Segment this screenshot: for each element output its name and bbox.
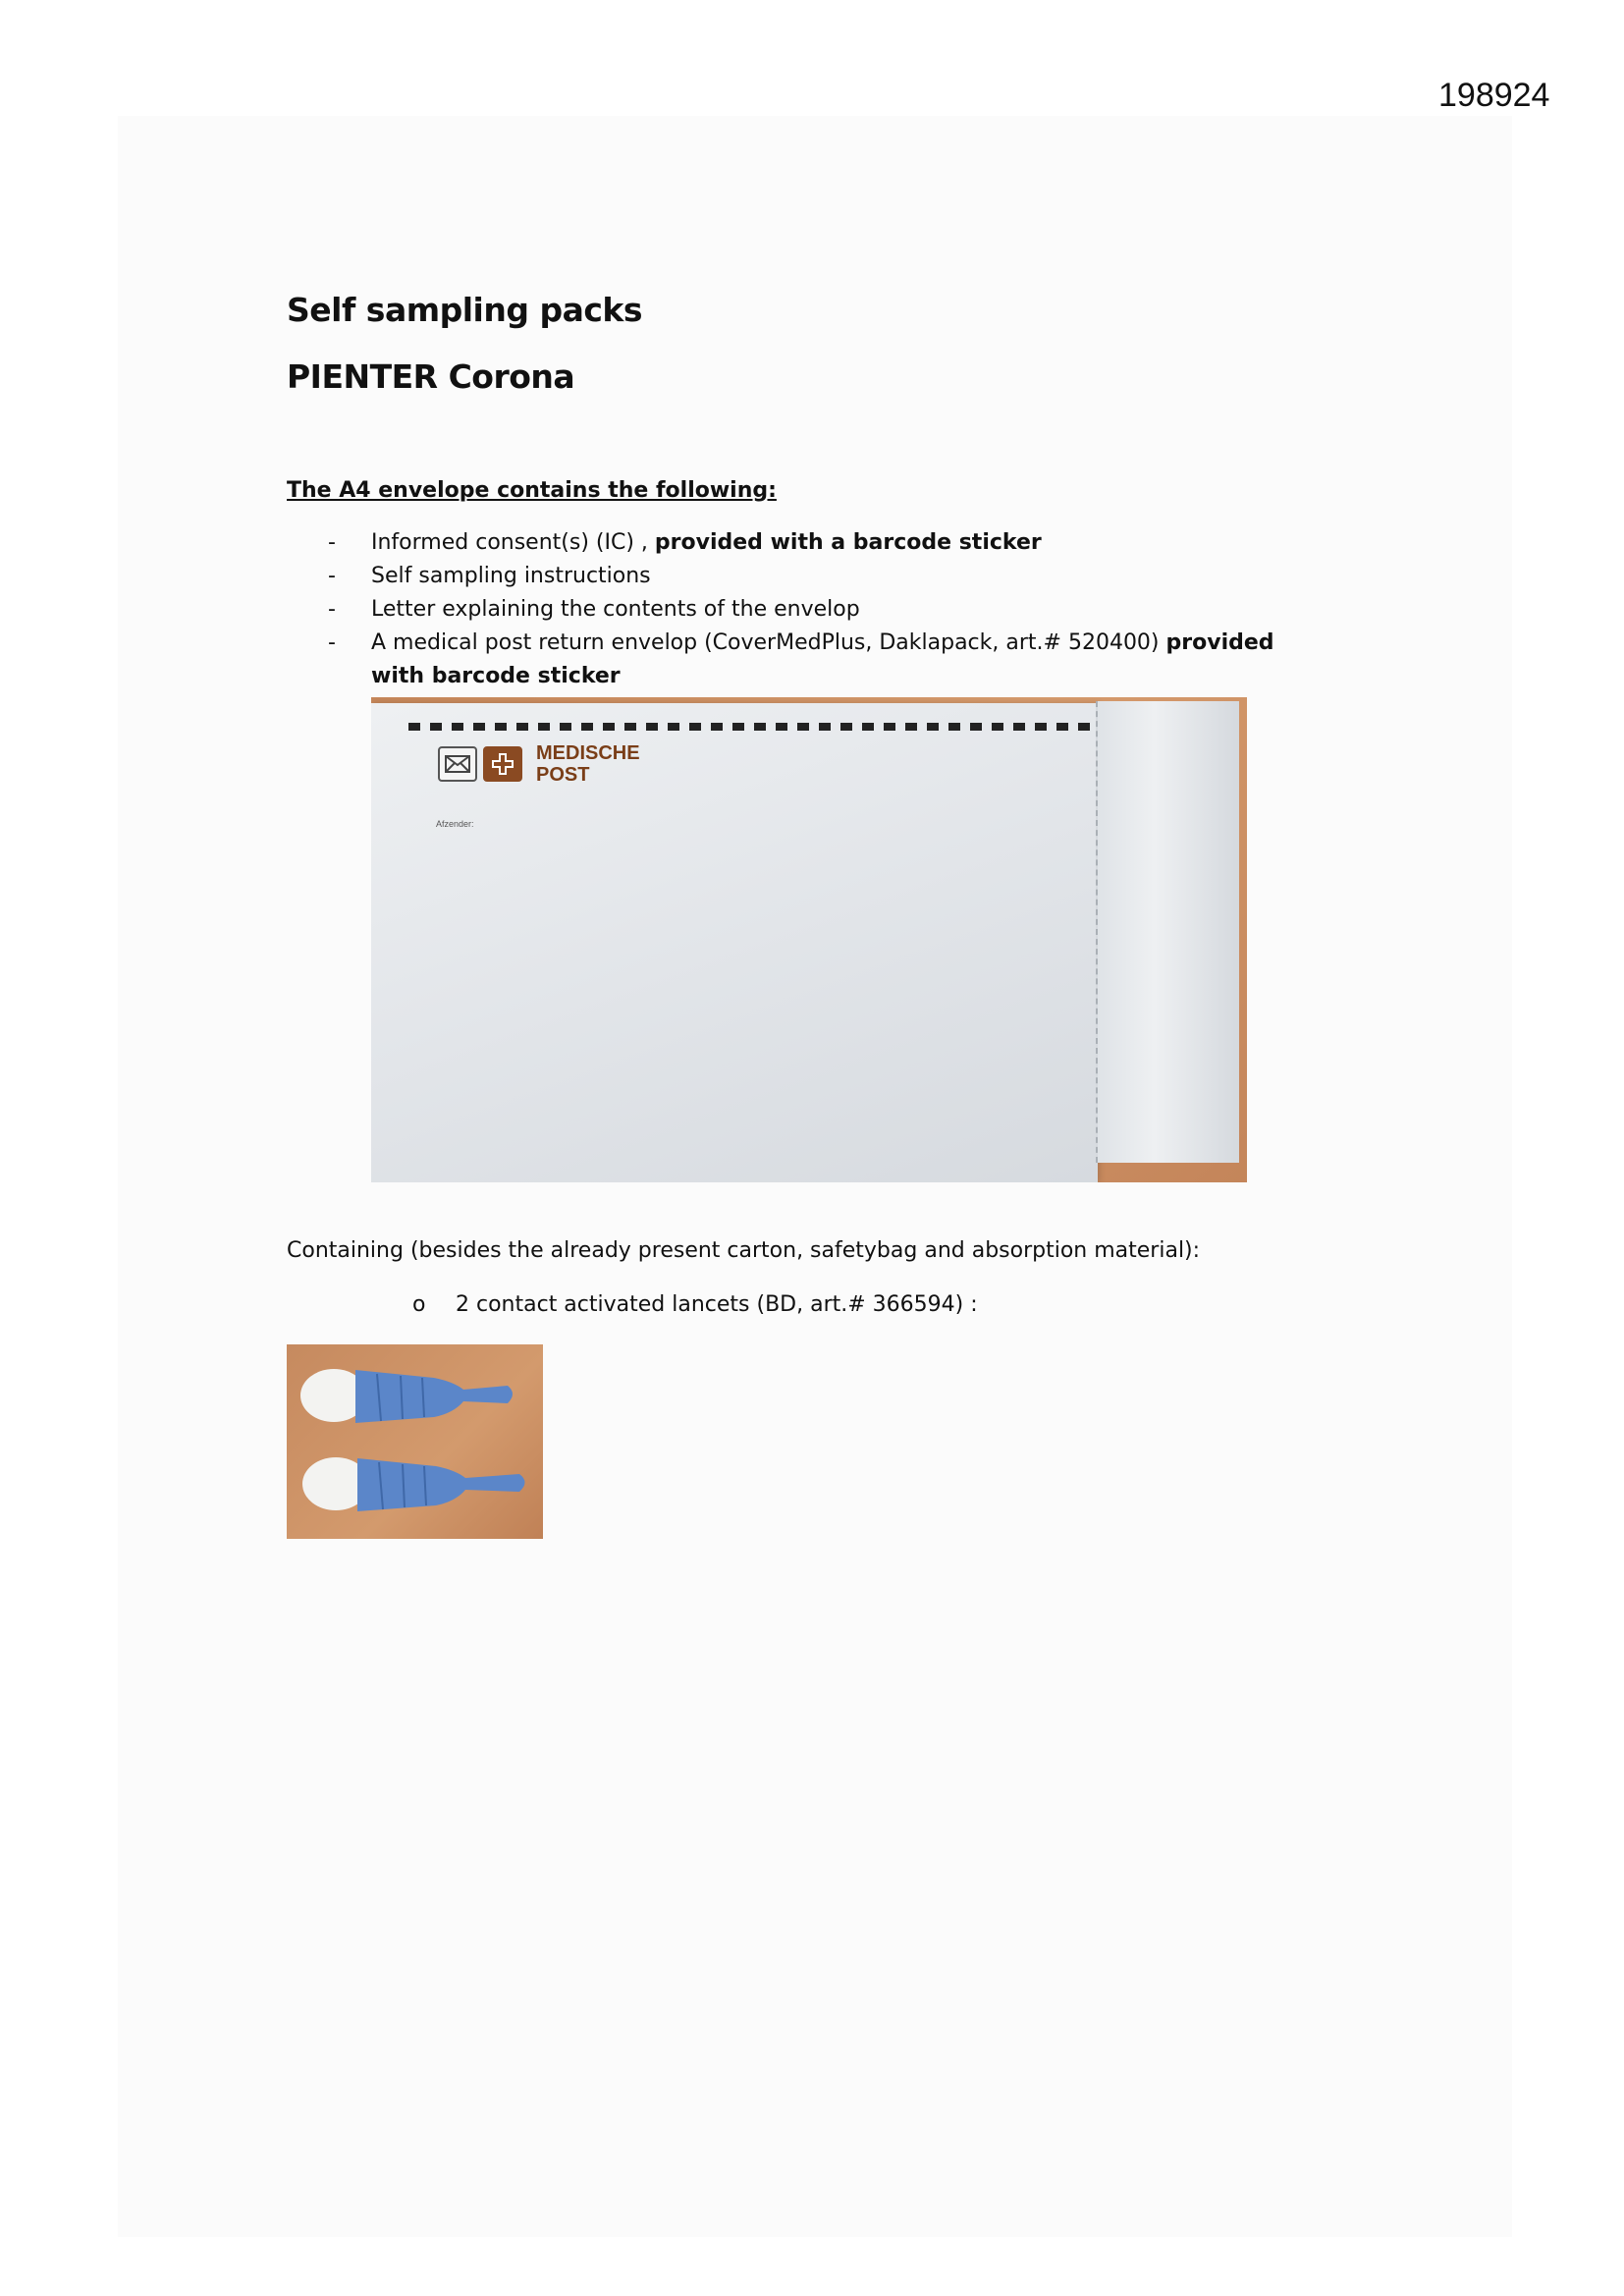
lancet-1 xyxy=(300,1369,513,1423)
list-dash: - xyxy=(328,530,336,555)
list-item-text: Informed consent(s) (IC) , xyxy=(371,530,655,555)
envelope-dash-strip xyxy=(408,723,1096,731)
lancets-photo xyxy=(287,1344,543,1539)
document-number: 198924 xyxy=(1438,77,1550,114)
logo-text xyxy=(536,742,640,786)
list-item xyxy=(287,526,1318,560)
logo-line-2: POST xyxy=(536,764,590,786)
list-item-bold: provided with barcode sticker xyxy=(371,630,1274,688)
contents-list xyxy=(287,526,1318,693)
list-item xyxy=(287,627,1318,693)
sub-list-item xyxy=(412,1292,978,1317)
envelope-body xyxy=(371,703,1098,1182)
list-item-text: Letter explaining the contents of the envelop xyxy=(371,597,860,622)
medische-post-logo xyxy=(438,742,640,786)
sub-bullet: o xyxy=(412,1292,426,1317)
list-dash: - xyxy=(328,564,336,588)
lancets-illustration xyxy=(287,1344,543,1539)
sender-label: Afzender: xyxy=(436,819,474,829)
list-item-text: A medical post return envelop (CoverMedPlus, Daklapack, art.# 520400) xyxy=(371,630,1166,655)
list-item-bold: provided with a barcode sticker xyxy=(654,530,1042,555)
page-title: Self sampling packs xyxy=(287,291,642,329)
envelope-contents-heading: The A4 envelope contains the following: xyxy=(287,478,777,503)
list-dash: - xyxy=(328,630,336,655)
envelope-photo xyxy=(371,697,1247,1182)
list-item xyxy=(287,560,1318,593)
list-dash: - xyxy=(328,597,336,622)
lancet-2 xyxy=(302,1457,525,1511)
medical-cross-icon xyxy=(483,746,522,782)
envelope-icon xyxy=(438,746,477,782)
page-subtitle: PIENTER Corona xyxy=(287,357,575,396)
list-item xyxy=(287,593,1318,627)
sub-item-text: 2 contact activated lancets (BD, art.# 366594) : xyxy=(456,1292,978,1317)
list-item-text: Self sampling instructions xyxy=(371,564,651,588)
logo-line-1: MEDISCHE xyxy=(536,742,640,764)
containing-text: Containing (besides the already present carton, safetybag and absorption material): xyxy=(287,1238,1201,1263)
envelope-flap xyxy=(1096,701,1239,1163)
